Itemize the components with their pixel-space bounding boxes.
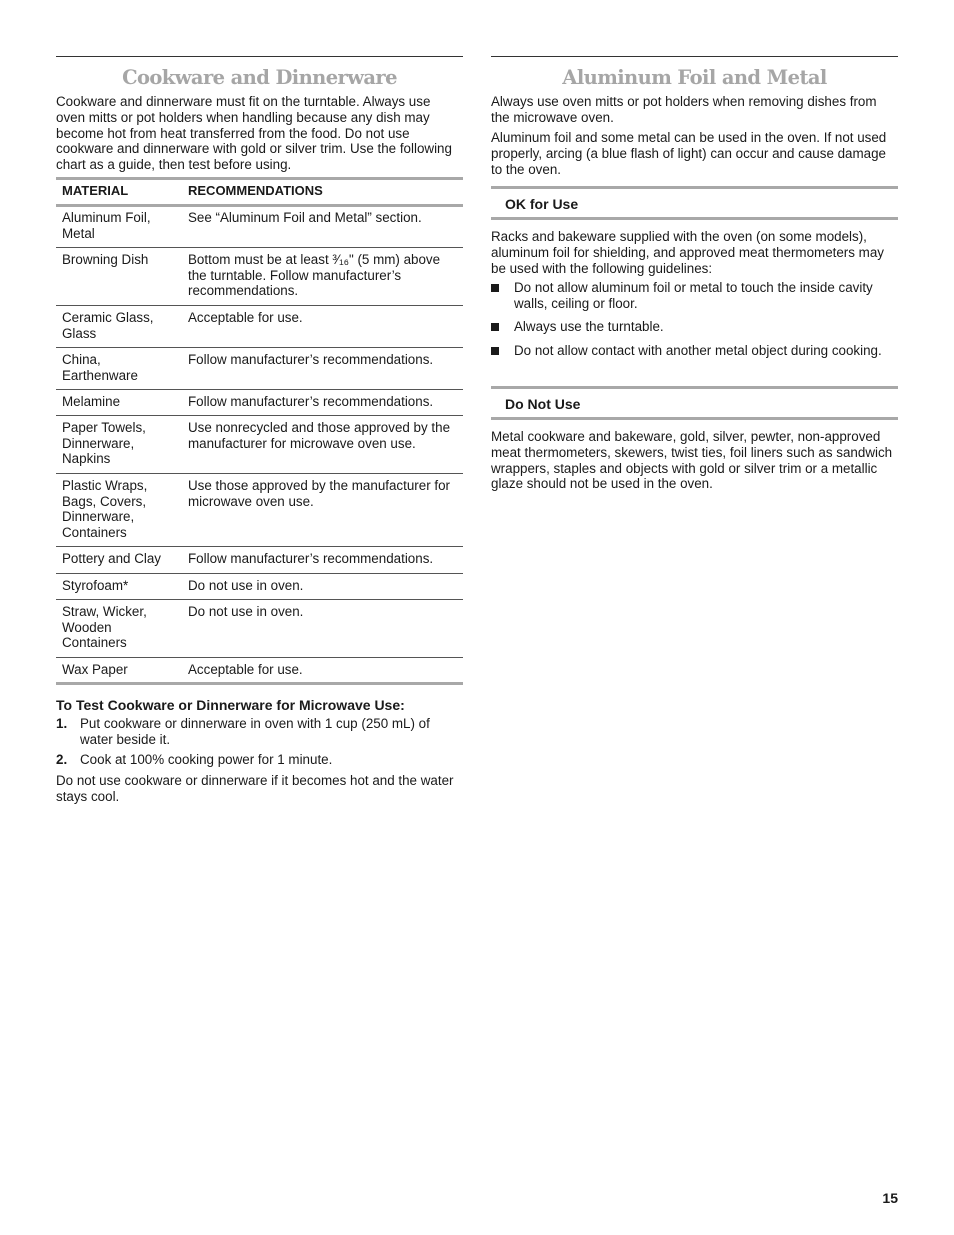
closing-paragraph: Do not use cookware or dinnerware if it becomes hot and the water stays cool. <box>56 773 454 804</box>
table-row-recommendation: Bottom must be at least ³⁄₁₆" (5 mm) above the turntable. Follow manufacturer’s recommendations. <box>188 252 441 299</box>
table-row-material: Browning Dish <box>62 252 149 267</box>
table-header-rule <box>56 204 463 207</box>
table-row-recommendation: Follow manufacturer’s recommendations. <box>188 394 434 409</box>
donot-bottom-rule <box>491 417 898 420</box>
bullet-icon <box>491 347 499 355</box>
step-number: 1. <box>56 716 68 731</box>
list-item: Do not allow aluminum foil or metal to touch the inside cavity walls, ceiling or floor. <box>514 280 873 311</box>
table-row-recommendation: Do not use in oven. <box>188 578 304 593</box>
table-row-recommendation: Use nonrecycled and those approved by the manufacturer for microwave oven use. <box>188 420 451 451</box>
table-row-material: Pottery and Clay <box>62 551 161 566</box>
bullet-icon <box>491 323 499 331</box>
row-divider <box>56 305 463 306</box>
table-row-material: Wax Paper <box>62 662 128 677</box>
table-header-recommendations: RECOMMENDATIONS <box>188 183 323 198</box>
do-not-use-heading: Do Not Use <box>505 396 581 412</box>
table-row-recommendation: See “Aluminum Foil and Metal” section. <box>188 210 422 225</box>
list-item: Do not allow contact with another metal object during cooking. <box>514 343 882 358</box>
section-heading: Aluminum Foil and Metal <box>562 66 827 89</box>
table-row-recommendation: Acceptable for use. <box>188 310 303 325</box>
section-heading: Cookware and Dinnerware <box>122 66 397 89</box>
row-divider <box>56 247 463 248</box>
intro-paragraph: Cookware and dinnerware must fit on the turntable. Always use oven mitts or pot holders when handling because any dish may become hot from heat transferred from the food. Do not use cookware and dinnerware with gold or silver trim. Use the following chart as a guide, then test before using. <box>56 94 452 173</box>
row-divider <box>56 573 463 574</box>
table-row-material: Ceramic Glass, Glass <box>62 310 154 341</box>
page-number: 15 <box>882 1190 898 1206</box>
intro-paragraph: Always use oven mitts or pot holders when removing dishes from the microwave oven. <box>491 94 877 125</box>
table-bottom-rule <box>56 682 463 685</box>
table-row-material: Aluminum Foil, Metal <box>62 210 151 241</box>
ok-paragraph: Racks and bakeware supplied with the oven (on some models), aluminum foil for shielding, and approved meat thermometers may be used with the following guidelines: <box>491 229 884 276</box>
table-row-material: Paper Towels, Dinnerware, Napkins <box>62 420 146 467</box>
row-divider <box>56 473 463 474</box>
ok-top-rule <box>491 186 898 189</box>
top-rule <box>56 56 463 57</box>
test-heading: To Test Cookware or Dinnerware for Microwave Use: <box>56 697 405 713</box>
ok-for-use-heading: OK for Use <box>505 196 579 212</box>
table-row-material: China, Earthenware <box>62 352 138 383</box>
top-rule <box>491 56 898 57</box>
list-item: Always use the turntable. <box>514 319 664 334</box>
donot-paragraph: Metal cookware and bakeware, gold, silver, pewter, non-approved meat thermometers, skewers, twist ties, foil liners such as sandwich wrappers, staples and objects with gold or silver trim or a metallic glaze should not be used in the oven. <box>491 429 893 492</box>
row-divider <box>56 546 463 547</box>
row-divider <box>56 599 463 600</box>
table-row-material: Plastic Wraps, Bags, Covers, Dinnerware, Containers <box>62 478 148 540</box>
donot-top-rule <box>491 386 898 389</box>
table-row-recommendation: Use those approved by the manufacturer for microwave oven use. <box>188 478 451 509</box>
table-row-recommendation: Do not use in oven. <box>188 604 304 619</box>
table-row-material: Styrofoam* <box>62 578 129 593</box>
bullet-icon <box>491 284 499 292</box>
row-divider <box>56 657 463 658</box>
step-number: 2. <box>56 752 68 767</box>
ok-bottom-rule <box>491 217 898 220</box>
intro-paragraph: Aluminum foil and some metal can be used in the oven. If not used properly, arcing (a blue flash of light) can occur and cause damage to the oven. <box>491 130 887 177</box>
table-top-rule <box>56 177 463 180</box>
table-header-material: MATERIAL <box>62 183 129 198</box>
step-text: Put cookware or dinnerware in oven with 1 cup (250 mL) of water beside it. <box>80 716 430 747</box>
table-row-recommendation: Acceptable for use. <box>188 662 303 677</box>
table-row-material: Melamine <box>62 394 121 409</box>
table-row-material: Straw, Wicker, Wooden Containers <box>62 604 147 651</box>
row-divider <box>56 389 463 390</box>
table-row-recommendation: Follow manufacturer’s recommendations. <box>188 551 434 566</box>
row-divider <box>56 415 463 416</box>
step-text: Cook at 100% cooking power for 1 minute. <box>80 752 333 767</box>
table-row-recommendation: Follow manufacturer’s recommendations. <box>188 352 434 367</box>
row-divider <box>56 347 463 348</box>
